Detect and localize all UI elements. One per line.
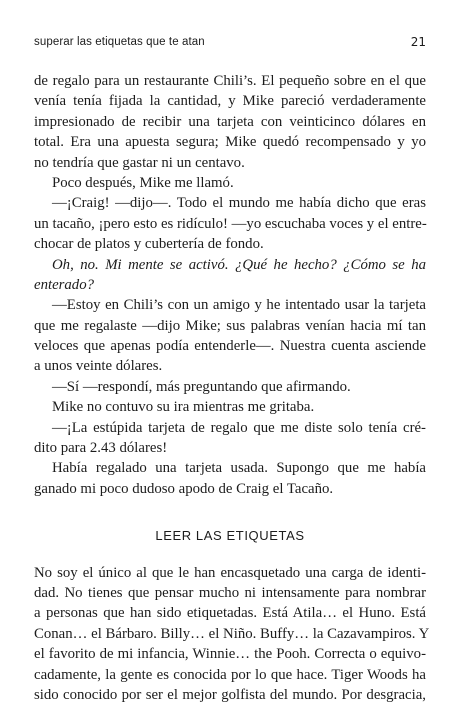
section-heading: LEER LAS ETIQUETAS bbox=[155, 527, 305, 543]
text-line: cadamente, la gente es conocida por lo que hace. Tiger Woods ha bbox=[34, 666, 426, 683]
text-line: venía tenía fijada la cantidad, y Mike pareció verdaderamente bbox=[34, 93, 426, 110]
text-line: Conan… el Bárbaro. Billy… el Niño. Buffy… la Cazavampiros. Y bbox=[34, 625, 430, 642]
text-line: de regalo para un restaurante Chili’s. El pequeño sobre en el que bbox=[34, 73, 426, 89]
text-line: ganado mi poco dudoso apodo de Craig el Tacaño. bbox=[34, 480, 334, 497]
text-line: —¡Craig! —dijo—. Todo el mundo me había dicho que eras bbox=[52, 195, 426, 212]
text-line: un tacaño, ¡pero esto es ridículo! —yo escuchaba voces y el entre- bbox=[34, 215, 427, 232]
text-line: veloces que apenas podía entenderle—. Nuestra cuenta asciende bbox=[34, 338, 426, 355]
text-line: Mike no contuvo su ira mientras me gritaba. bbox=[52, 399, 315, 416]
text-line: —Sí —respondí, más preguntando que afirmando. bbox=[52, 378, 351, 395]
text-line: Poco después, Mike me llamó. bbox=[52, 174, 234, 191]
running-header bbox=[34, 36, 426, 52]
text-line: total. Era una apuesta segura; Mike quedó recompensado y yo bbox=[34, 134, 426, 151]
text-line: —¡La estúpida tarjeta de regalo que me diste solo tenía cré- bbox=[52, 419, 426, 436]
text-line: a unos veinte dólares. bbox=[34, 358, 163, 375]
text-line: Había regalado una tarjeta usada. Supongo que me había bbox=[52, 460, 426, 477]
body-text bbox=[34, 71, 430, 705]
text-line: el favorito de mi infancia, Winnie… the Pooh. Correcta o equivo- bbox=[34, 646, 426, 663]
running-title: superar las etiquetas que te atan bbox=[34, 36, 205, 48]
text-line: dito para 2.43 dólares! bbox=[34, 440, 168, 457]
text-line: dad. No tienes que pensar mucho ni intensamente para nombrar bbox=[34, 585, 426, 602]
text-line: sido conocido por ser el mejor golfista del mundo. Por desgracia, bbox=[34, 687, 426, 704]
text-line-italic: enterado? bbox=[34, 276, 94, 293]
text-line: impresionado de recibir una tarjeta con veinticinco dólares en bbox=[34, 113, 426, 130]
page-number: 21 bbox=[410, 35, 426, 49]
text-line: que me regalaste —dijo Mike; sus palabras venían hacia mí tan bbox=[34, 317, 426, 334]
text-line: chocar de platos y cubertería de fondo. bbox=[34, 236, 264, 253]
text-line-italic: Oh, no. Mi mente se activó. ¿Qué he hecho? ¿Cómo se ha bbox=[52, 256, 426, 273]
text-line: a personas que han sido etiquetadas. Está Atila… el Huno. Está bbox=[34, 605, 426, 622]
text-line: No soy el único al que le han encasquetado una carga de identi- bbox=[34, 564, 426, 581]
text-line: —Estoy en Chili’s con un amigo y he intentado usar la tarjeta bbox=[52, 297, 426, 314]
text-line: no tendría que gastar ni un centavo. bbox=[34, 154, 245, 171]
